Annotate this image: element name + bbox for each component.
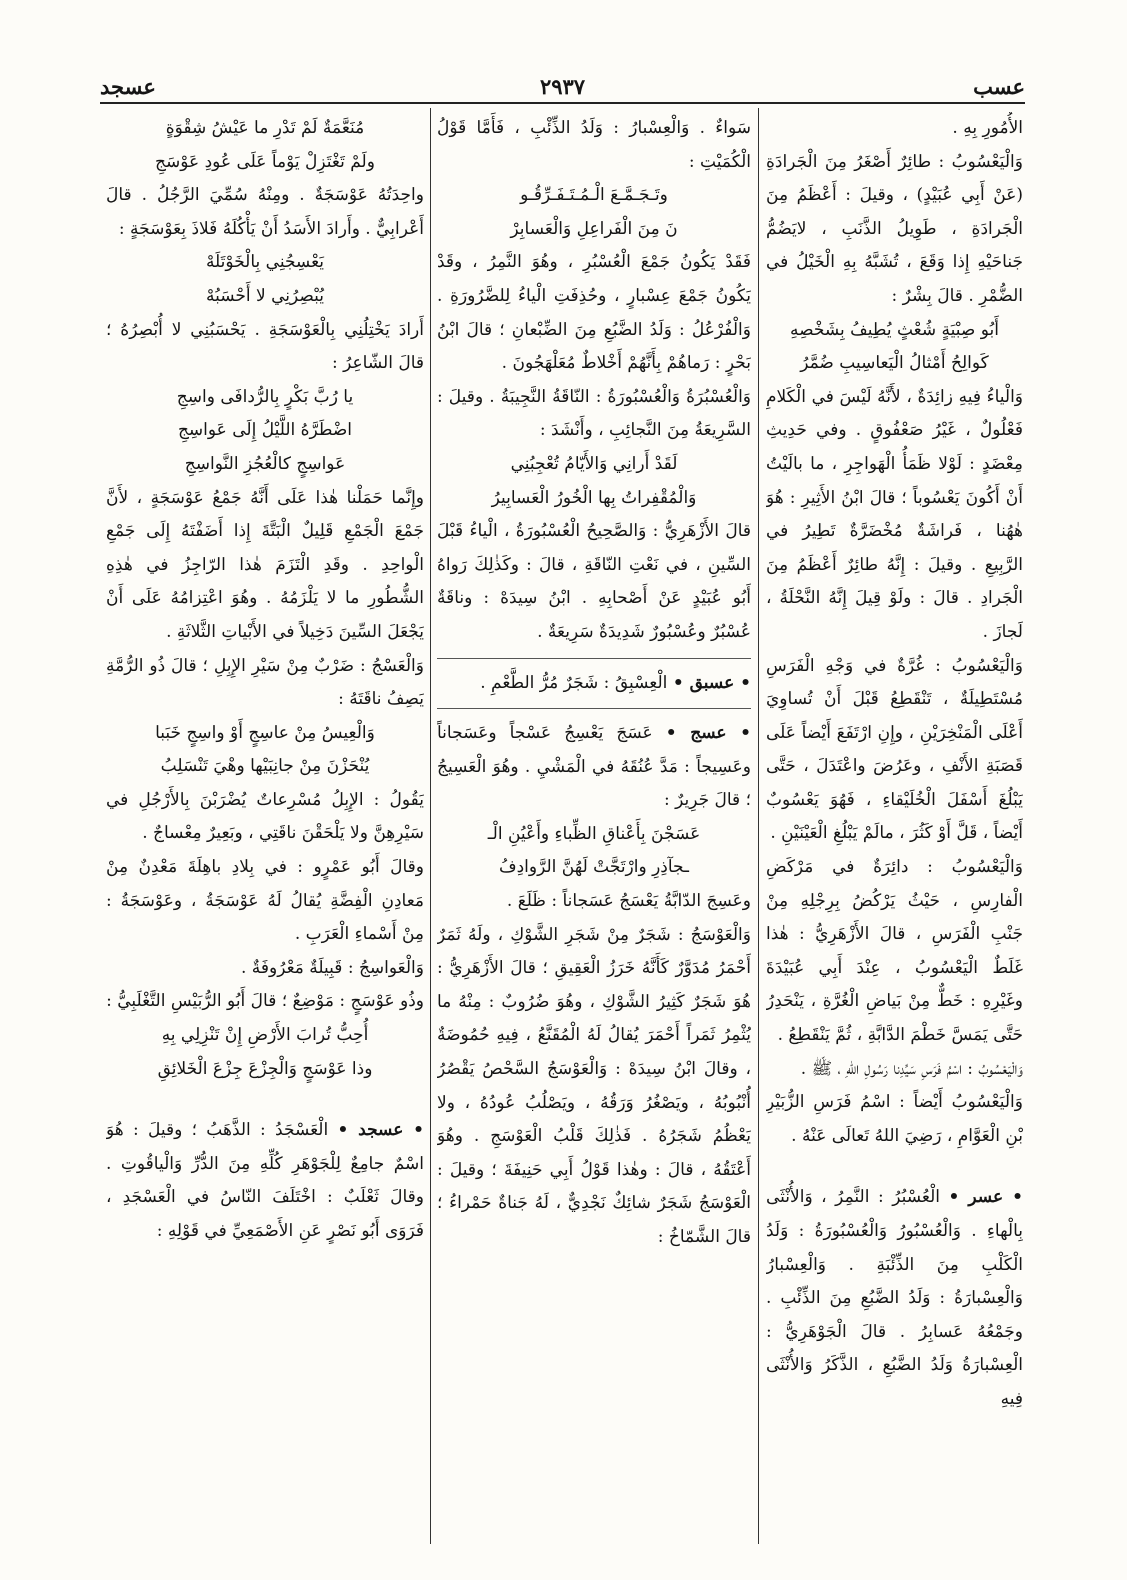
entry-paragraph: قالَ الأَزْهَرِيُّ : وَالصَّحِيحُ الْعُسْبُورَةُ ، الْياءُ قَبْلَ السِّينِ ، في نَعْتِ النّاقَةِ ، قالَ : وكَذٰلِكَ رَواهُ أَبُو عُبَيْدٍ عَنْ أَصْحابِهِ . ابْنُ سِيدَهْ : وناقَةٌ عُسْبُرٌ وعُسْبُورٌ شَدِيدَةٌ سَرِيعَةٌ .: [437, 521, 751, 642]
verse-line: أُحِبُّ تُرابَ الأَرْضِ إِنْ تَنْزِلِي بِهِ: [161, 1025, 369, 1046]
verse-line: يَعْسِجُنِي بِالْخَوْتَلَهْ: [205, 252, 325, 273]
entry-paragraph: وإِنَّما حَمَلْنا هٰذا عَلَى أَنَّهُ جَمْعُ عَوْسَجَةٍ ، لأَنَّ جَمْعَ الْجَمْعِ قَلِيلٌ الْبَتَّةَ إِذا أَضَفْتَهُ إِلَى جَمْعِ الْواحِدِ . وقَدِ الْتَزَمَ هٰذا الرّاجِزُ في هٰذِهِ الشُّطُورِ ما لا يَلْزَمُهُ . وهُوَ اعْتِزامُهُ عَلَى أَنْ يَجْعَلَ السِّينَ دَخِيلاً في الأَبْياتِ الثَّلاثَةِ .: [106, 487, 424, 642]
entry-paragraph: وَالْعَواسِجُ : قَبِيلَةٌ مَعْرُوفَةٌ .: [240, 957, 424, 978]
entry-paragraph: [437, 667, 751, 701]
entry-paragraph: وَالْعَسْجُ : ضَرْبٌ مِنْ سَيْرِ الإِبِلِ ؛ قالَ ذُو الرُّمَّةِ يَصِفُ ناقَتَهُ :: [106, 655, 424, 710]
entry-paragraph: وَالْيَعْسُوبُ : اسْمُ فَرَسِ سَيِّدِنا رَسُولِ اللهِ ، ﷺ .: [800, 1058, 1023, 1079]
column-left: [106, 112, 424, 1542]
entry-paragraph: وَالْيَعْسُوبُ : دائِرَةٌ في مَرْكَضِ الْفارِسِ ، حَيْثُ يَرْكُضُ بِرِجْلِهِ مِنْ جَنْبِ الْفَرَسِ ، قالَ الأَزْهَرِيُّ : هٰذا غَلَطٌ الْيَعْسُوبُ ، عِنْدَ أَبِي عُبَيْدَةَ وغَيْرِهِ : خَطٌّ مِنْ بَياضِ الْغُرَّةِ ، يَنْحَدِرُ حَتَّى يَمَسَّ خَطْمَ الدَّابَّةِ ، ثُمَّ يَنْقَطِعُ .: [766, 857, 1023, 1046]
column-middle: [437, 112, 751, 1542]
entry-separator: [437, 658, 751, 659]
entry-gap: [106, 1086, 424, 1114]
column-divider-right: [758, 108, 759, 1544]
verse-line: أَبُو صِبْيَةٍ شُعْثٍ يُطِيفُ بِشَخْصِهِ: [790, 319, 999, 340]
entry-paragraph: وذُو عَوْسَجٍ : مَوْضِعٌ ؛ قالَ أَبُو الرُّبَيْسِ التَّغْلَبِيُّ :: [106, 991, 424, 1012]
verse-line: وتَـجَـمَّـعَ الْـمُـتَـفَـرِّقُـو: [520, 185, 668, 206]
header-start-word: عسب: [973, 74, 1025, 99]
entry-paragraph: وَالْياءُ فِيهِ زائِدَةٌ ، لأَنَّهُ لَيْسَ في الْكَلامِ فَعْلُولٌ ، غَيْرُ صَعْفُوقٍ . وفي حَدِيثِ مِعْضَدٍ : لَوْلا ظَمَأُ الْهَواجِرِ ، ما بالَيْتُ أَنْ أَكُونَ يَعْسُوباً ؛ قالَ ابْنُ الأَثِيرِ : هُوَ هٰهُنا ، فَراشَةٌ مُخْضَرَّةٌ تَطِيرُ في الرَّبِيعِ . وقيلَ : إِنَّهُ طائِرٌ أَعْظَمُ مِنَ الْجَرادِ . قالَ : ولَوْ قِيلَ إِنَّهُ النَّحْلَةُ ، لَجازَ .: [766, 386, 1023, 642]
entry-paragraph: واحِدَتُهُ عَوْسَجَةٌ . ومِنْهُ سُمِّيَ الرَّجُلُ . قالَ أَعْرابِيٌّ . وأَرادَ الأَسَدُ أَنْ يَأْكُلَهُ فَلاذَ بِعَوْسَجَةٍ :: [106, 185, 424, 239]
verse-line: نَ مِنَ الْفَراعِلِ وَالْعَسابِرْ: [510, 218, 678, 239]
entry-paragraph: وعَسِجَ الدّابَّةُ يَعْسَجُ عَسَجاناً : ظَلَعَ .: [506, 891, 751, 912]
verse-line: عَسَجْنَ بِأَعْناقِ الظِّباءِ وأَعْيُنِ الْـ: [487, 823, 701, 844]
verse-line: ولَمْ تَغْتَزِلْ يَوْماً عَلَى عُودِ عَوْسَجِ: [155, 151, 375, 172]
entry-text: الْعَسْجَدُ : الذَّهَبُ ؛ وقيلَ : هُوَ اسْمٌ جامِعٌ لِلْجَوْهَرِ كُلِّهِ مِنَ الدُّرِّ وَالْياقُوتِ . وقالَ ثَعْلَبٌ : اخْتَلَفَ النّاسُ في الْعَسْجَدِ ، فَرَوَى أَبُو نَصْرٍ عَنِ الأَصْمَعِيِّ في قَوْلِهِ :: [106, 1120, 424, 1241]
entry-paragraph: أَرادَ يَخْتِلُنِي بِالْعَوْسَجَةِ . يَحْسَبُنِي لا أُبْصِرُهُ ؛ قالَ الشّاعِرُ :: [106, 319, 424, 374]
verse-line: يا رُبَّ بَكْرٍ بِالرُّدافَى واسِجِ: [176, 386, 354, 407]
verse-line: ـجآذِرِ وارْتَجَّتْ لَهُنَّ الرَّوادِفُ: [498, 857, 690, 878]
entry-paragraph: وقالَ أَبُو عَمْرٍو : في بِلادِ باهِلَةَ مَعْدِنٌ مِنْ مَعادِنِ الْفِضَّةِ يُقالُ لَهُ عَوْسَجَةُ ، وعَوْسَجَةُ : مِنْ أَسْماءِ الْعَرَبِ .: [106, 857, 424, 945]
entry-headword: • عسجد •: [337, 1120, 424, 1141]
verse-line: وَالْعِيسُ مِنْ عاسِجٍ أَوْ واسِجٍ خَبَبا: [155, 722, 375, 743]
verse-line: وَالْمُقْفِراتُ بِها الْخُورُ الْعَسابِيرُ: [491, 487, 697, 508]
entry-paragraph: سَواءٌ . وَالْعِسْبارُ : وَلَدُ الذِّئْبِ ، فَأَمَّا قَوْلُ الْكُمَيْتِ :: [437, 118, 751, 172]
verse-line: لَقَدْ أَرانِي وَالأَيّامُ تُعْجِبُنِي: [510, 453, 678, 474]
verse-line: وذا عَوْسَجٍ وَالْجِزْعَ جِزْعَ الْخَلائِقِ: [157, 1058, 373, 1079]
entry-text: الْعُسْبُرُ : النَّمِرُ ، وَالأُنْثَى بِالْهاءِ . وَالْعُسْبُورُ وَالْعُسْبُورَةُ : وَلَدُ الْكَلْبِ مِنَ الذِّئْبَةِ . وَالْعِسْبارُ وَالْعِسْبارَةُ : وَلَدُ الضَّبُعِ مِنَ الذِّئْبِ . وجَمْعُهُ عَسابِرُ . قالَ الْجَوْهَرِيُّ : الْعِسْبارَةُ وَلَدُ الضَّبُعِ ، الذَّكَرُ وَالأُنْثَى فِيهِ: [766, 1187, 1023, 1409]
verse-line: مُنَعَّمَةٌ لَمْ تَدْرِ ما عَيْشُ شِقْوَةٍ: [165, 118, 365, 138]
entry-paragraph: يَقُولُ : الإِبِلُ مُسْرِعاتٌ يُضْرَبْنَ بِالأَرْجُلِ في سَيْرِهِنَّ ولا يَلْحَقْنَ ناقَتِي ، وبَعِيرٌ مِعْساجٌ .: [106, 789, 424, 844]
entry-paragraph: الأُمُورِ بِهِ .: [952, 118, 1023, 138]
entry-text: عَسَجَ يَعْسِجُ عَسْجاً وعَسَجاناً وعَسِيجاً : مَدَّ عُنُقَهُ في الْمَشْيِ . وهُوَ الْعَسِيجُ ؛ قالَ جَرِيرٌ :: [437, 723, 751, 811]
entry-paragraph: وَالْعَوْسَجُ : شَجَرٌ مِنْ شَجَرِ الشَّوْكِ ، ولَهُ ثَمَرٌ أَحْمَرُ مُدَوَّرٌ كَأَنَّهُ خَرَزُ الْعَقِيقِ ؛ قالَ الأَزْهَرِيُّ : هُوَ شَجَرٌ كَثِيرُ الشَّوْكِ ، وهُوَ ضُرُوبٌ : مِنْهُ ما يُثْمِرُ ثَمَراً أَحْمَرَ يُقالُ لَهُ الْمُقَنَّعُ ، فِيهِ حُمُوضَةٌ ، وقالَ ابْنُ سِيدَهْ : وَالْعَوْسَجُ السَّحْصُ يَقْصُرُ أُنْبُوبُهُ ، ويَصْغُرُ وَرَقُهُ ، ويَصْلُبُ عُودُهُ ، ولا يَعْظُمُ شَجَرُهُ . فَذٰلِكَ قَلْبُ الْعَوْسَجِ . وهُوَ أَعْتَقُهُ ، قالَ : وهٰذا قَوْلُ أَبِي حَنِيفَةَ ؛ وقيلَ : الْعَوْسَجُ شَجَرٌ شائِكٌ نَجْدِيٌّ ، لَهُ جَناةٌ حَمْراءُ ؛ قالَ الشَّمّاخُ :: [437, 924, 751, 1247]
entry-separator: [437, 708, 751, 709]
entry-gap: [766, 1153, 1023, 1181]
column-divider-left: [430, 108, 431, 1544]
entry-paragraph: وَالْعُسْبُرَةُ وَالْعُسْبُورَةُ : النّاقَةُ النَّجِيبَةُ . وقيلَ : السَّرِيعَةُ مِنَ النَّجائِبِ ، وأَنْشَدَ :: [437, 386, 751, 441]
entry-paragraph: وَالْيَعْسُوبُ : طائِرٌ أَصْغَرُ مِنَ الْجَرادَةِ (عَنْ أَبِي عُبَيْدٍ) ، وقيلَ : أَعْظَمُ مِنَ الْجَرادَةِ ، طَوِيلُ الذَّنَبِ ، لايَضُمُّ جَناحَيْهِ إِذا وَقَعَ ، تُشَبَّهُ بِهِ الْخَيْلُ في الضُّمْرِ . قالَ بِشْرٌ :: [766, 151, 1023, 306]
verse-line: يُنْحَزْنَ مِنْ جانِبَيْها وهْيَ تَنْسَلِبُ: [160, 756, 370, 777]
entry-paragraph: [437, 717, 751, 818]
entry-paragraph: فَقَدْ يَكُونُ جَمْعَ الْعُسْبُرِ ، وهُوَ النَّمِرُ ، وقَدْ يَكُونُ جَمْعَ عِسْبارٍ ، وحُذِفَتِ الْياءُ لِلضَّرُورَةِ . وَالْفُرْعُلُ : وَلَدُ الضَّبُعِ مِنَ الضِّبْعانِ ؛ قالَ ابْنُ بَحْرٍ : رَماهُمْ بِأَنَّهُمْ أَخْلاطٌ مُعَلْهَجُونَ .: [437, 252, 751, 374]
column-right: [766, 112, 1023, 1542]
entry-paragraph: وَالْيَعْسُوبُ : غُرَّةٌ في وَجْهِ الْفَرَسِ مُسْتَطِيلَةٌ ، تَنْقَطِعُ قَبْلَ أَنْ تُساوِيَ أَعْلَى الْمَنْخِرَيْنِ ، وإِنِ ارْتَفَعَ أَيْضاً عَلَى قَصَبَةِ الأَنْفِ ، وعَرُضَ واعْتَدَلَ ، حَتَّى يَبْلُغَ أَسْفَلَ الْخُلَيْقاءِ ، فَهُوَ يَعْسُوبٌ أَيْضاً ، قَلَّ أَوْ كَثُرَ ، مالَمْ يَبْلُغِ الْعَيْنَيْنِ .: [766, 655, 1023, 844]
entry-headword: • عسج •: [665, 723, 751, 744]
entry-paragraph: [106, 1114, 424, 1248]
verse-line: يُبْصِرُنِي لا أَحْسَبُهْ: [205, 285, 325, 306]
entry-text: الْعِسْبِقُ : شَجَرٌ مُرُّ الطَّعْمِ .: [480, 672, 668, 693]
entry-paragraph: وَالْيَعْسُوبُ أَيْضاً : اسْمُ فَرَسِ الزُّبَيْرِ بْنِ الْعَوَّامِ ، رَضِيَ اللهُ تَعالَى عَنْهُ .: [766, 1092, 1023, 1146]
verse-line: كَوالِحُ أَمْثالُ الْيَعاسِيبِ ضُمَّرُ: [800, 353, 989, 374]
verse-line: عَواسِجٍ كالْعُجُزِ النَّواسِجِ: [184, 453, 346, 474]
header-rule: [100, 102, 1025, 104]
entry-headword: • عسر •: [948, 1187, 1023, 1208]
header-end-word: عسجد: [100, 74, 156, 99]
entry-headword: • عسبق •: [672, 672, 751, 693]
verse-line: اضْطَرَّهُ اللَّيْلُ إِلَى عَواسِجِ: [177, 420, 353, 441]
page-number: ٢٩٣٧: [539, 74, 586, 99]
entry-paragraph: [766, 1181, 1023, 1416]
